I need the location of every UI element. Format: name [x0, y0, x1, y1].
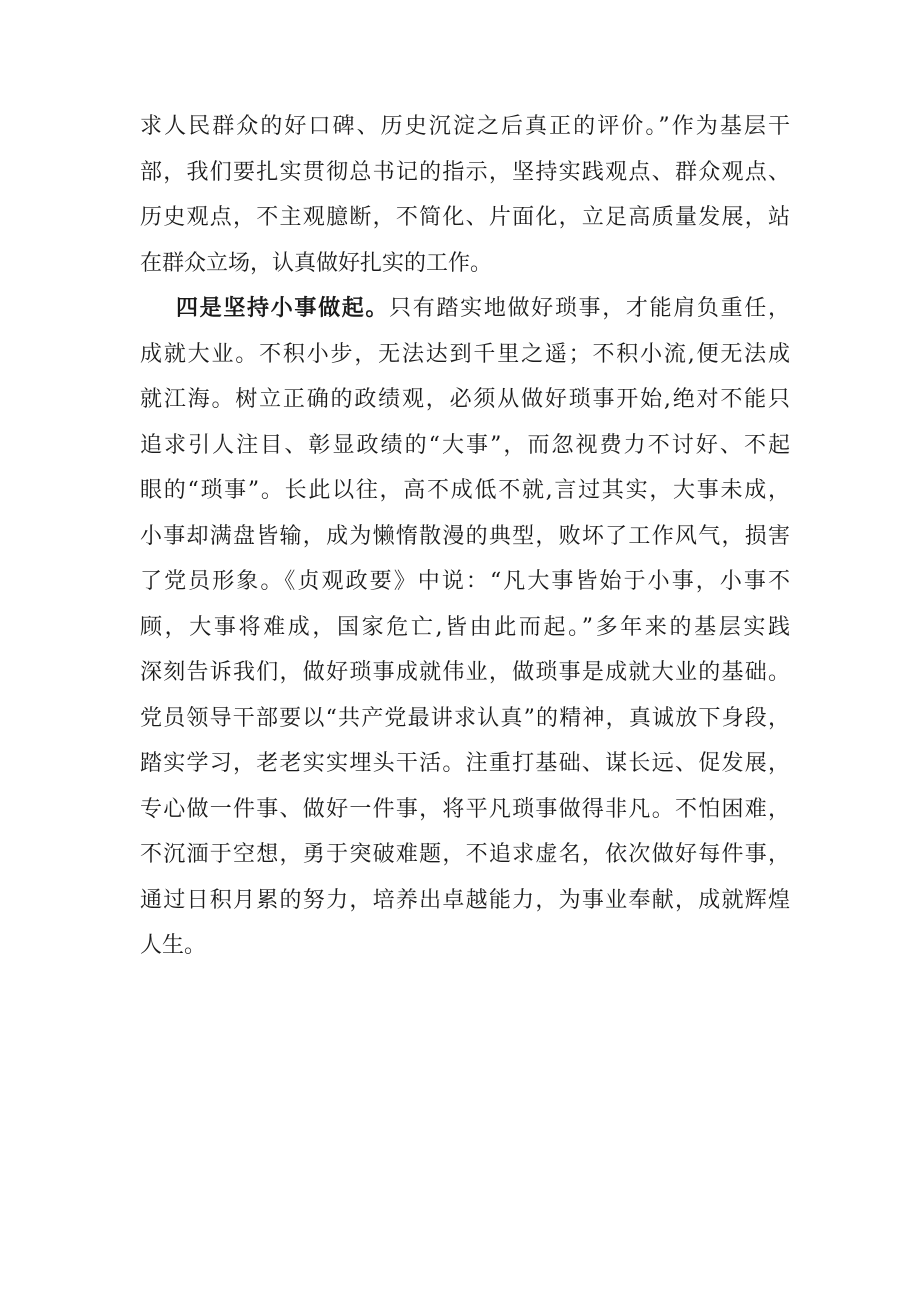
text-line [140, 286, 790, 332]
paragraph-2 [140, 286, 790, 969]
text-line: 眼的“琐事”。长此以往，高不成低不就,言过其实，大事未成， [140, 478, 790, 503]
paragraph-1 [140, 104, 790, 286]
text-line: 党员领导干部要以“共产党最讲求认真”的精神，真诚放下身段， [140, 705, 790, 731]
section-heading: 四是坚持小事做起。 [176, 295, 390, 321]
text-line: 踏实学习，老老实实埋头干活。注重打基础、谋长远、促发展， [140, 751, 790, 776]
text-line: 通过日积月累的努力，培养出卓越能力，为事业奉献，成就辉煌 [140, 887, 790, 913]
text-line: 深刻告诉我们，做好琐事成就伟业，做琐事是成就大业的基础。 [140, 660, 790, 685]
text-line: 历史观点，不主观臆断，不简化、片面化，立足高质量发展，站 [140, 205, 790, 230]
text-line: 小事却满盘皆输，成为懒惰散漫的典型，败坏了工作风气，损害 [140, 523, 790, 549]
text-line: 求人民群众的好口碑、历史沉淀之后真正的评价。”作为基层干 [140, 114, 790, 139]
text-line: 人生。 [140, 933, 207, 958]
text-line: 就江海。树立正确的政绩观，必须从做好琐事开始,绝对不能只 [140, 387, 790, 412]
text-line: 在群众立场，认真做好扎实的工作。 [140, 250, 493, 276]
document-body [140, 104, 790, 969]
text-line: 了党员形象。《贞观政要》中说：“凡大事皆始于小事，小事不 [140, 569, 790, 594]
text-line: 部，我们要扎实贯彻总书记的指示，坚持实践观点、群众观点、 [140, 159, 790, 185]
text-line: 专心做一件事、做好一件事，将平凡琐事做得非凡。不怕困难， [140, 796, 790, 822]
text-line-rest: 只有踏实地做好琐事，才能肩负重任， [389, 296, 790, 321]
text-line: 成就大业。不积小步，无法达到千里之遥；不积小流,便无法成 [140, 341, 790, 367]
text-line: 追求引人注目、彰显政绩的“大事”，而忽视费力不讨好、不起 [140, 432, 790, 458]
text-line: 不沉湎于空想，勇于突破难题，不追求虚名，依次做好每件事， [140, 842, 790, 867]
text-line: 顾，大事将难成，国家危亡,皆由此而起。”多年来的基层实践 [140, 614, 790, 640]
